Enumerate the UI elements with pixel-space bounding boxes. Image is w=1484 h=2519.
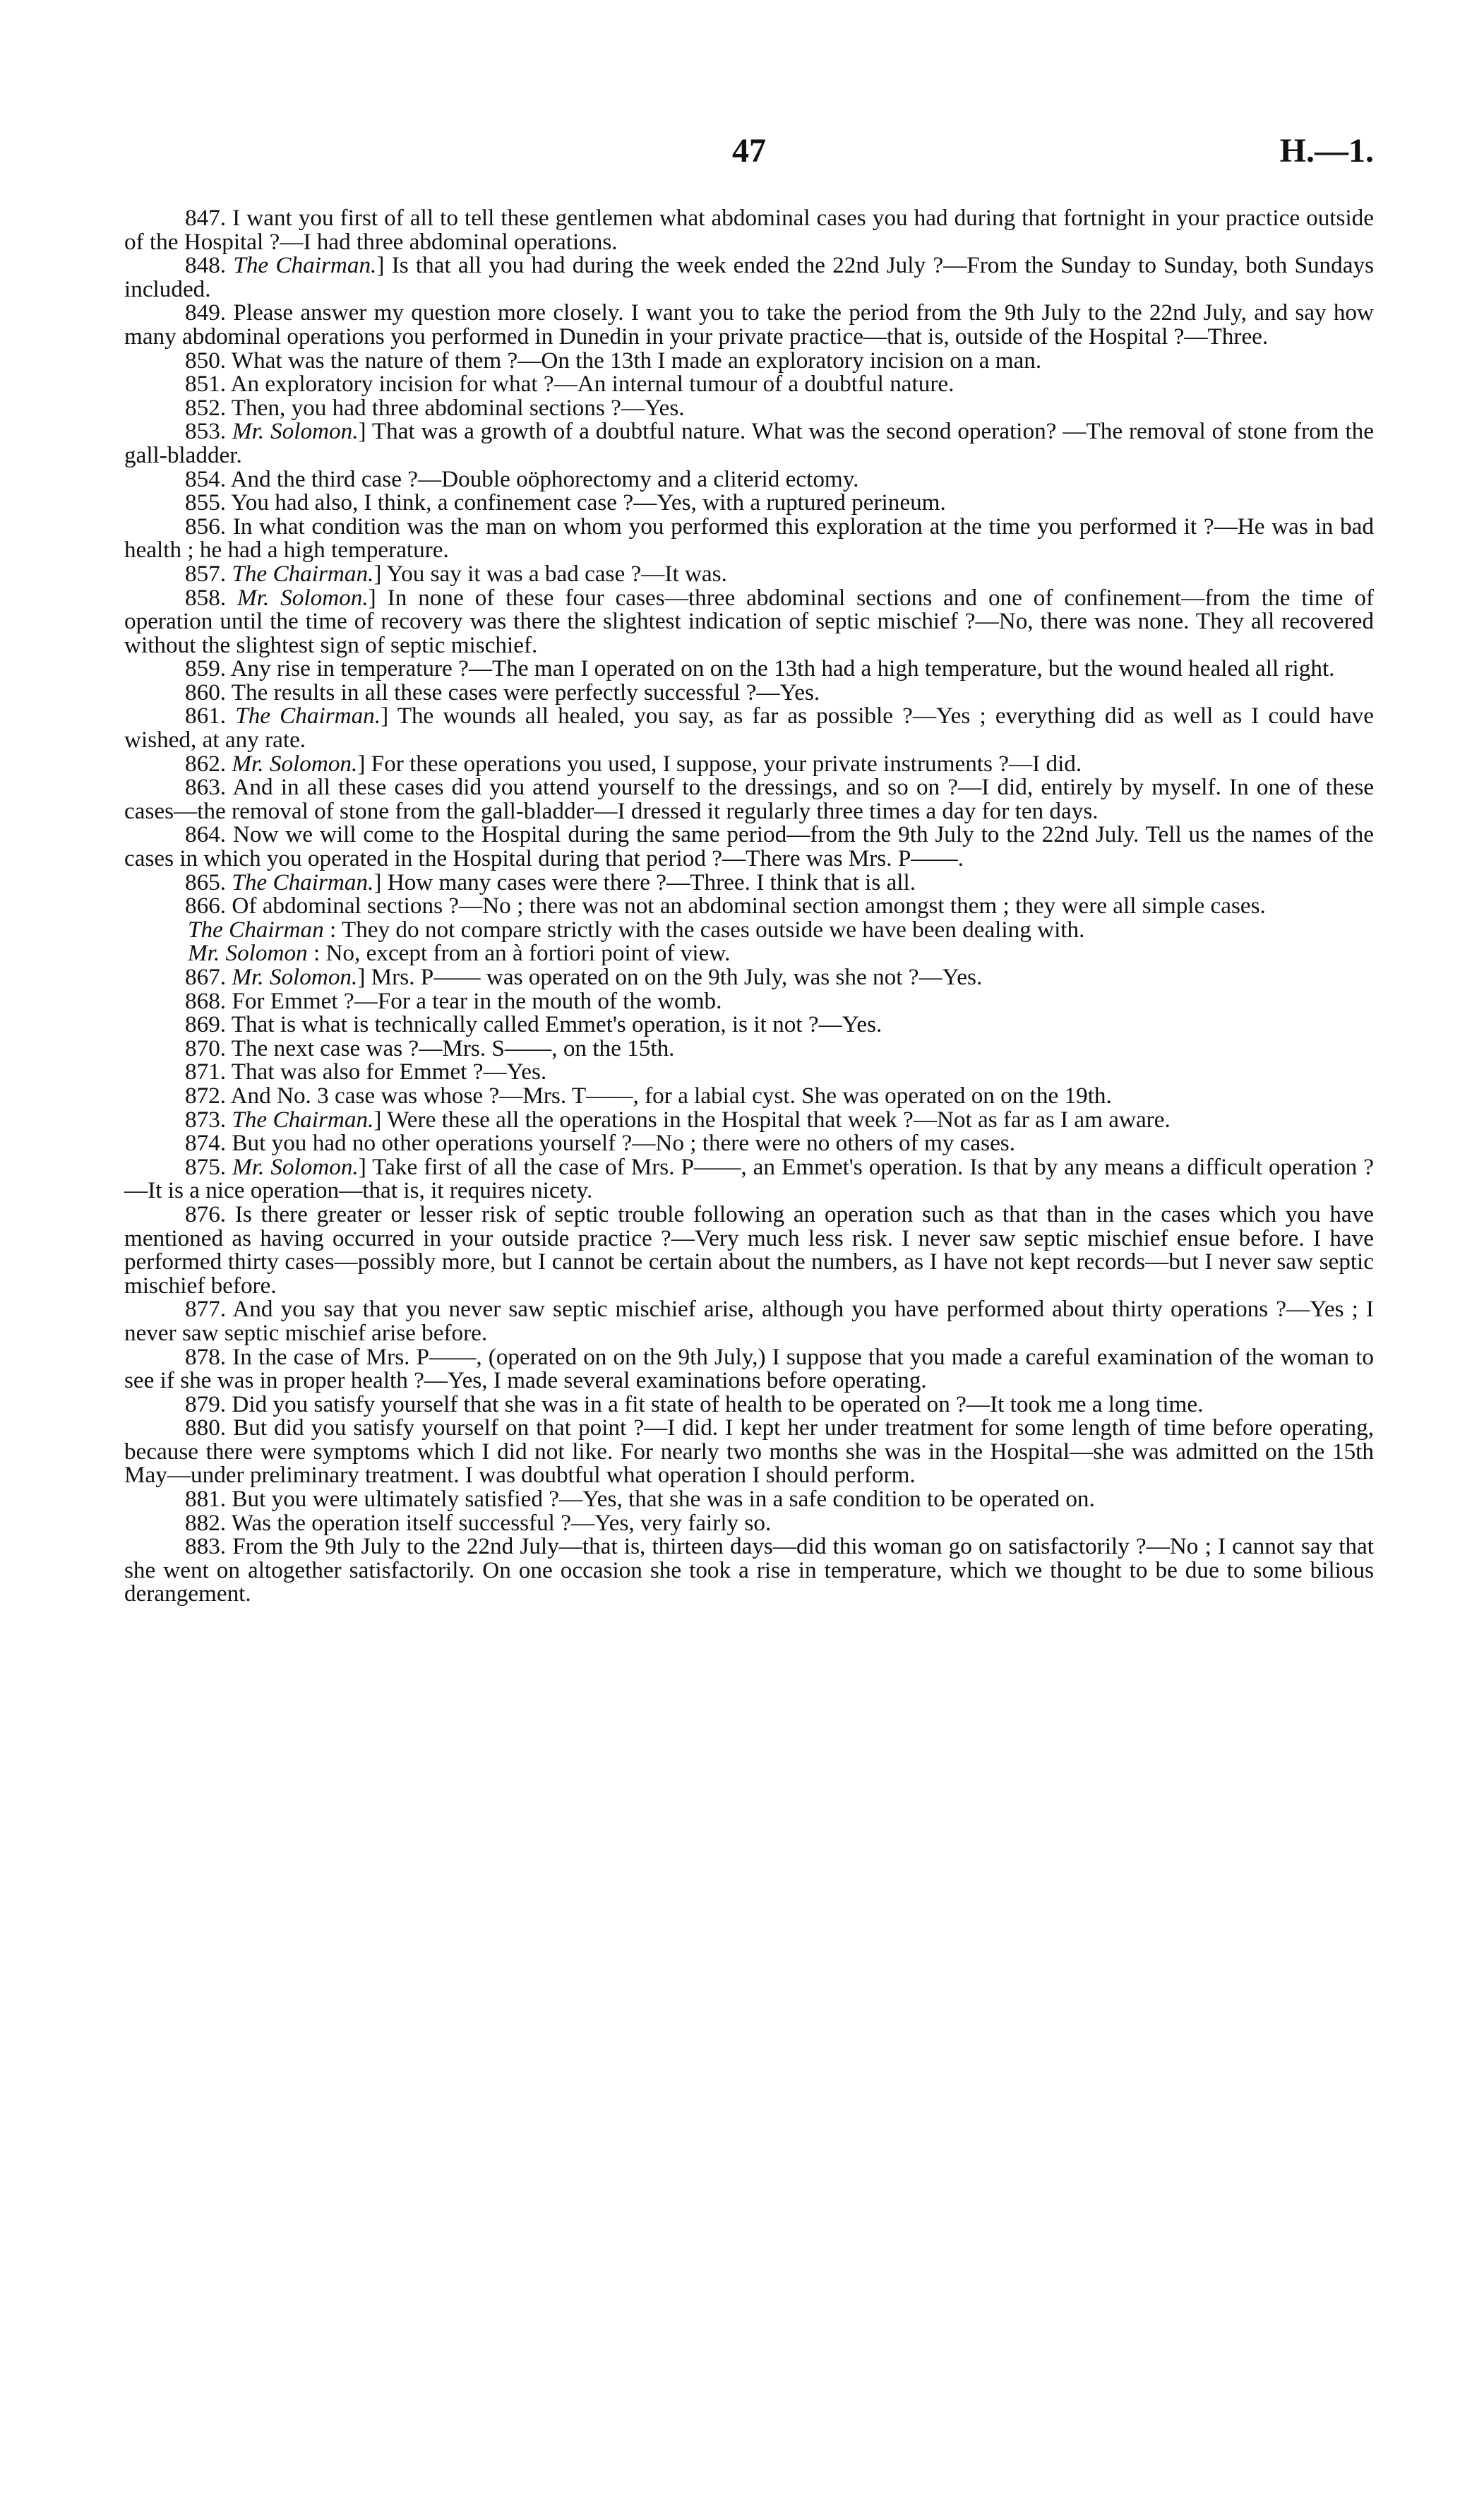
question-paragraph (124, 823, 1374, 870)
question-paragraph (124, 1487, 1374, 1511)
question-paragraph (124, 372, 1374, 396)
paragraph-text: In the case of Mrs. P——, (operated on on the 9th July,) I suppose that you made a careful examination of the woman to see if she was in proper health ?—Yes, I made several examinations before operating. (124, 1343, 1375, 1394)
paragraph-text: Were these all the operations in the Hospital that week ?—Not as far as I am aware. (387, 1106, 1171, 1133)
speaker-separator: ] (373, 560, 382, 587)
speaker-separator: : (307, 940, 321, 967)
paragraph-text: Of abdominal sections ?—No ; there was not an abdominal section amongst them ; they were all simple cases. (232, 893, 1266, 919)
paragraph-text: Take first of all the case of Mrs. P——, an Emmet's operation. Is that by any means a difficult operation ?—It is a nice operation—that is, it requires nicety. (124, 1153, 1374, 1204)
question-number: 872. (185, 1082, 227, 1109)
speaker-separator: : (323, 916, 337, 943)
question-number: 882. (185, 1509, 227, 1536)
question-number: 871. (185, 1059, 227, 1085)
question-paragraph (124, 1345, 1374, 1393)
question-paragraph (124, 752, 1374, 776)
speaker-name: The Chairman. (232, 1106, 374, 1133)
paragraph-text: Please answer my question more closely. I want you to take the period from the 9th July to the 22nd July, and say how many abdominal operations you performed in Dunedin in your private practice—that is, outside of the Hospital ?—Three. (124, 299, 1374, 350)
speaker-separator: ] (373, 1106, 382, 1133)
paragraph-text: And the third case ?—Double oöphorectomy and a cliterid ectomy. (230, 465, 859, 492)
question-paragraph (124, 1084, 1374, 1108)
paragraph-text: The wounds all healed, you say, as far as possible ?—Yes ; everything did as well as I could have wished, at any rate. (124, 703, 1375, 754)
question-number: 859. (185, 655, 227, 682)
question-paragraph (124, 1297, 1374, 1345)
question-paragraph (124, 1416, 1374, 1487)
paragraph-text: And No. 3 case was whose ?—Mrs. T——, for a labial cyst. She was operated on on the 19th. (230, 1082, 1112, 1109)
page-header (124, 131, 1374, 181)
question-paragraph (124, 562, 1374, 586)
question-number: 864. (185, 821, 227, 848)
paragraph-text: The results in all these cases were perfectly successful ?—Yes. (231, 679, 820, 705)
question-paragraph (124, 681, 1374, 705)
paragraph-text: You had also, I think, a confinement case ?—Yes, with a ruptured perineum. (231, 489, 946, 516)
question-paragraph (124, 1131, 1374, 1155)
paragraph-text: That was also for Emmet ?—Yes. (231, 1059, 547, 1085)
speaker-name: The Chairman. (235, 703, 381, 730)
question-paragraph (124, 349, 1374, 373)
question-paragraph (124, 871, 1374, 895)
paragraph-text: Mrs. P—— was operated on on the 9th July, was she not ?—Yes. (371, 964, 983, 990)
question-number: 866. (185, 893, 227, 919)
speaker-separator: ] (373, 869, 382, 895)
question-paragraph (124, 1155, 1374, 1203)
question-number: 865. (185, 869, 227, 895)
speaker-name: Mr. Solomon. (232, 964, 358, 990)
question-number: 880. (185, 1415, 227, 1441)
paragraph-text: But you were ultimately satisfied ?—Yes, that she was in a safe condition to be operated on. (232, 1486, 1095, 1513)
paragraph-text: Is that all you had during the week ended the 22nd July ?—From the Sunday to Sunday, both Sundays included. (124, 252, 1374, 302)
paragraph-text: But did you satisfy yourself on that point ?—I did. I kept her under treatment for some length of time before operating, because there were symptoms which I did not like. For nearly two months she was in the Hospital—she was admitted on the 15th May—under preliminary treatment. I was doubtful what operation I should perform. (124, 1415, 1374, 1489)
speaker-name: Mr. Solomon. (232, 418, 359, 445)
question-paragraph (124, 941, 1374, 965)
question-paragraph (124, 1060, 1374, 1084)
question-number: 849. (185, 299, 227, 326)
speaker-name: Mr. Solomon. (232, 1153, 359, 1180)
question-paragraph (124, 465, 1374, 492)
evidence-transcript (124, 206, 1374, 1606)
paragraph-text: Did you satisfy yourself that she was in a fit state of health to be operated on ?—It took me a long time. (232, 1390, 1204, 1417)
question-number: 850. (185, 347, 227, 374)
question-number: 860. (185, 679, 227, 705)
question-paragraph (124, 491, 1374, 515)
question-paragraph (124, 206, 1374, 254)
paragraph-text: From the 9th July to the 22nd July—that is, thirteen days—did this woman go on satisfactorily ?—No ; I cannot say that she went on altogether satisfactorily. On one occasion she took a rise in temperature, which we thought to be due to some bilious derangement. (124, 1533, 1375, 1607)
question-number: 848. (185, 252, 227, 279)
paragraph-text: Then, you had three abdominal sections ?—Yes. (231, 394, 685, 421)
paragraph-text: The next case was ?—Mrs. S——, on the 15th. (231, 1035, 675, 1061)
question-paragraph (124, 657, 1374, 681)
paragraph-text: They do not compare strictly with the cases outside we have been dealing with. (341, 916, 1085, 943)
question-number: 851. (185, 371, 227, 398)
question-number: 857. (185, 560, 227, 587)
speaker-separator: ] (376, 252, 385, 279)
question-paragraph (124, 254, 1374, 301)
question-number: 879. (185, 1390, 227, 1417)
question-number: 876. (185, 1201, 227, 1227)
paragraph-text: And in all these cases did you attend yourself to the dressings, and so on ?—I did, entirely by myself. In one of these cases—the removal of stone from the gall-bladder—I dressed it regularly three times a day for ten days. (124, 774, 1374, 824)
speaker-separator: ] (368, 584, 376, 611)
paragraph-text: But you had no other operations yourself ?—No ; there were no others of my cases. (232, 1130, 1016, 1157)
paragraph-text: No, except from an à fortiori point of view. (325, 940, 731, 967)
paragraph-text: In what condition was the man on whom you performed this exploration at the time you performed it ?—He was in bad health ; he had a high temperature. (124, 513, 1374, 564)
question-number: 874. (185, 1130, 227, 1157)
speaker-separator: ] (358, 418, 366, 445)
speaker-name: The Chairman (188, 916, 324, 943)
paragraph-text: Is there greater or lesser risk of septic trouble following an operation such as that than in the cases which you have mentioned as having occurred in your outside practice ?—Very much less risk. I never saw septic mischief ensue before. I have performed thirty cases—possibly more, but I cannot be certain about the numbers, as I have not kept records—but I never saw septic mischief before. (124, 1201, 1374, 1299)
question-paragraph (124, 1535, 1374, 1606)
question-paragraph (124, 1037, 1374, 1061)
paragraph-text: For these operations you used, I suppose, your private instruments ?—I did. (371, 750, 1082, 777)
question-number: 858. (185, 584, 227, 611)
question-paragraph (124, 515, 1374, 562)
speaker-name: Mr. Solomon. (232, 750, 358, 777)
question-number: 847. (185, 205, 227, 231)
question-number: 877. (185, 1296, 227, 1323)
question-number: 875. (185, 1153, 227, 1180)
question-paragraph (124, 396, 1374, 420)
question-paragraph (124, 918, 1374, 942)
speaker-name: Mr. Solomon (188, 940, 308, 967)
paragraph-text: That was a growth of a doubtful nature. What was the second operation? —The removal of stone from the gall-bladder. (124, 418, 1374, 468)
question-paragraph (124, 965, 1374, 989)
paragraph-text: And you say that you never saw septic mischief arise, although you have performed about thirty operations ?—Yes ; I never saw septic mischief arise before. (124, 1296, 1374, 1346)
question-number: 867. (185, 964, 227, 990)
question-number: 873. (185, 1106, 227, 1133)
paragraph-text: That is what is technically called Emmet's operation, is it not ?—Yes. (231, 1011, 882, 1038)
paragraph-text: You say it was a bad case ?—It was. (386, 560, 727, 587)
paragraph-text: Was the operation itself successful ?—Yes, very fairly so. (231, 1509, 772, 1536)
speaker-name: The Chairman. (232, 869, 374, 895)
question-number: 881. (185, 1486, 227, 1513)
speaker-separator: ] (381, 703, 389, 730)
paragraph-text: An exploratory incision for what ?—An internal tumour of a doubtful nature. (230, 371, 955, 398)
question-paragraph (124, 1013, 1374, 1037)
question-paragraph (124, 775, 1374, 823)
question-number: 861. (185, 703, 227, 730)
speaker-separator: ] (357, 750, 366, 777)
question-number: 854. (185, 465, 227, 492)
paragraph-text: Now we will come to the Hospital during the same period—from the 9th July to the 22nd July. Tell us the names of the cases in which you operated in the Hospital during that period ?—There was Mrs. P——. (124, 821, 1375, 872)
question-number: 868. (185, 987, 227, 1014)
question-paragraph (124, 301, 1374, 348)
paragraph-text: How many cases were there ?—Three. I think that is all. (387, 869, 916, 895)
speaker-name: Mr. Solomon. (237, 584, 369, 611)
paragraph-text: Any rise in temperature ?—The man I operated on on the 13th had a high temperature, but the wound healed all right. (230, 655, 1335, 682)
speaker-name: The Chairman. (232, 560, 374, 587)
question-number: 862. (185, 750, 227, 777)
question-number: 883. (185, 1533, 227, 1560)
question-paragraph (124, 419, 1374, 467)
speaker-name: The Chairman. (233, 252, 377, 279)
question-number: 852. (185, 394, 227, 421)
question-paragraph (124, 1108, 1374, 1132)
question-number: 853. (185, 418, 227, 445)
paragraph-text: In none of these four cases—three abdominal sections and one of confinement—from the time of operation until the time of recovery was there the slightest indication of septic mischief ?—No, there was none. They all recovered without the slightest sign of septic mischief. (124, 584, 1375, 658)
question-number: 878. (185, 1343, 227, 1370)
paragraph-text: What was the nature of them ?—On the 13th I made an exploratory incision on a man. (231, 347, 1042, 374)
question-paragraph (124, 586, 1374, 657)
question-paragraph (124, 1390, 1374, 1417)
question-number: 869. (185, 1011, 227, 1038)
question-number: 870. (185, 1035, 227, 1061)
question-paragraph (124, 989, 1374, 1013)
question-paragraph (124, 703, 1375, 754)
page-number: 47 (732, 132, 766, 169)
question-paragraph (124, 1203, 1374, 1297)
speaker-separator: ] (358, 1153, 366, 1180)
paragraph-text: For Emmet ?—For a tear in the mouth of the womb. (232, 987, 722, 1014)
question-number: 856. (185, 513, 227, 540)
paragraph-text: I want you first of all to tell these gentlemen what abdominal cases you had during that fortnight in your practice outside of the Hospital ?—I had three abdominal operations. (124, 205, 1374, 255)
question-paragraph (124, 894, 1374, 918)
question-paragraph (124, 1511, 1374, 1535)
question-number: 863. (185, 774, 227, 801)
question-number: 855. (185, 489, 227, 516)
speaker-separator: ] (357, 964, 366, 990)
document-reference: H.—1. (1279, 132, 1374, 169)
